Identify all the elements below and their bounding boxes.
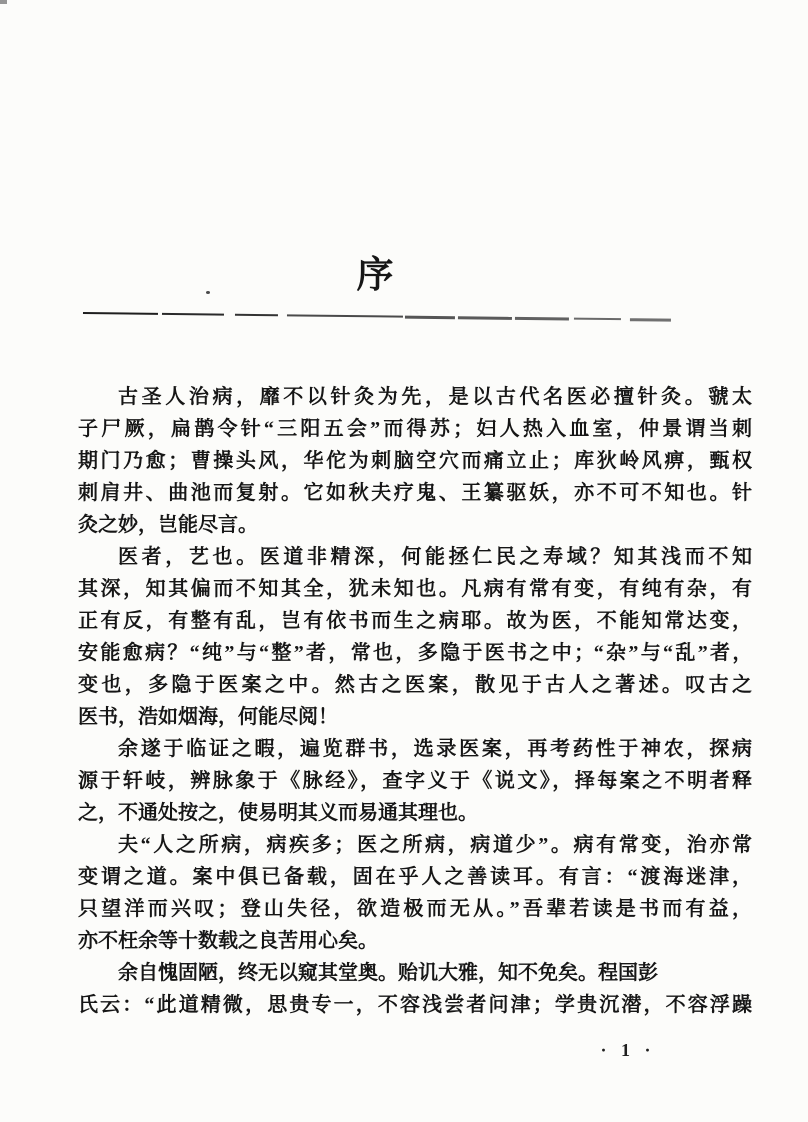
text-line: 之，不通处按之，使易明其义而易通其理也。 xyxy=(78,802,478,824)
text-line: 余遂于临证之暇，遍览群书，选录医案，再考药性于神农，探病 xyxy=(118,738,752,760)
divider-segment xyxy=(458,316,512,320)
text-line: 期门乃愈；曹操头风，华佗为刺脑空穴而痛立止；库狄岭风痹，甄权 xyxy=(78,450,752,472)
scan-artifact-dot xyxy=(206,291,210,294)
text-line: 氏云：“此道精微，思贵专一，不容浅尝者问津；学贵沉潜，不容浮躁 xyxy=(78,994,752,1016)
text-line: 安能愈病？“纯”与“整”者，常也，多隐于医书之中；“杂”与“乱”者， xyxy=(78,642,752,664)
text-line: 变也，多隐于医案之中。然古之医案，散见于古人之著述。叹古之 xyxy=(78,674,752,696)
divider-segment xyxy=(405,316,455,320)
divider-segment xyxy=(630,318,671,321)
title-divider-line xyxy=(83,312,675,323)
text-line: 余自愧固陋，终无以窥其堂奥。贻讥大雅，知不免矣。程国彭 xyxy=(118,962,658,984)
text-line: 变谓之道。案中俱已备载，固在乎人之善读耳。有言：“渡海迷津， xyxy=(78,866,752,888)
text-line: 刺肩井、曲池而复射。它如秋夫疗鬼、王纂驱妖，亦不可不知也。针 xyxy=(78,482,752,504)
text-line: 古圣人治病，靡不以针灸为先，是以古代名医必擅针灸。虢太 xyxy=(118,386,752,408)
divider-segment xyxy=(287,314,403,317)
divider-segment xyxy=(515,317,569,321)
text-line: 只望洋而兴叹；登山失径，欲造极而无从。”吾辈若读是书而有益， xyxy=(78,898,752,920)
text-line: 子尸厥，扁鹊令针“三阳五会”而得苏；妇人热入血室，仲景谓当刺 xyxy=(78,418,752,440)
scan-edge-artifact xyxy=(0,0,7,4)
text-line: 源于轩岐，辨脉象于《脉经》，查字义于《说文》，择每案之不明者释 xyxy=(78,770,752,792)
text-line: 医书，浩如烟海，何能尽阅！ xyxy=(78,706,338,728)
divider-segment xyxy=(162,313,224,316)
page-title: 序 xyxy=(356,255,396,296)
page-number: · 1 · xyxy=(600,1040,656,1060)
text-line: 其深，知其偏而不知其全，犹未知也。凡病有常有变，有纯有杂，有 xyxy=(78,578,752,600)
text-line: 亦不枉余等十数载之良苦用心矣。 xyxy=(78,930,378,952)
text-line: 夫“人之所病，病疾多；医之所病，病道少”。病有常变，治亦常 xyxy=(118,834,752,856)
preface-text xyxy=(78,381,752,1021)
text-line: 正有反，有整有乱，岂有依书而生之病耶。故为医，不能知常达变， xyxy=(78,610,752,632)
text-line: 医者，艺也。医道非精深，何能拯仁民之寿域？知其浅而不知 xyxy=(118,546,752,568)
divider-segment xyxy=(83,312,158,315)
divider-segment xyxy=(235,314,278,316)
text-line: 灸之妙，岂能尽言。 xyxy=(78,514,258,536)
divider-segment xyxy=(574,318,621,321)
